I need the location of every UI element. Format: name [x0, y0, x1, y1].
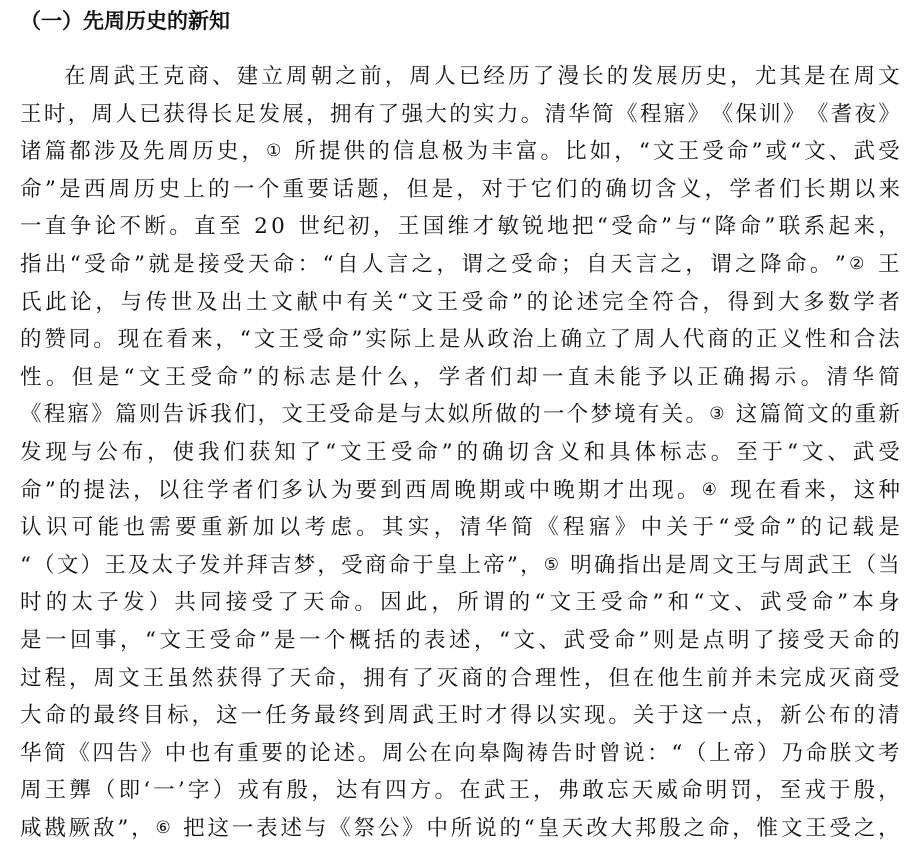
text-line: “ （ 文 ） 王 及 太 子 发 并 拜 吉 梦 ， 受 商 命 于 皇 上 帝 ” ， ⑤ 明 确 指 出 是 周 文 王 与 周 武 王 （ 当 [20, 552, 900, 578]
text-line: 认 识 可 能 也 需 要 重 新 加 以 考 虑 。 其 实 ， 清 华 简 《 程 寤 》 中 关 于 “ 受 命 ” 的 记 载 是 [20, 515, 900, 541]
section-heading: （一）先周历史的新知 [20, 9, 230, 33]
text-line: 发 现 与 公 布 ， 使 我 们 获 知 了 “ 文 王 受 命 ” 的 确 切 含 义 和 具 体 标 志 。 至 于 “ 文 、 武 受 [20, 439, 900, 465]
text-line: 过 程 ， 周 文 王 虽 然 获 得 了 天 命 ， 拥 有 了 灭 商 的 合 理 性 ， 但 在 他 生 前 并 未 完 成 灭 商 受 [20, 665, 900, 691]
text-line: 性 。 但 是 “ 文 王 受 命 ” 的 标 志 是 什 么 ， 学 者 们 却 一 直 未 能 予 以 正 确 揭 示 。 清 华 简 [20, 364, 900, 390]
text-line: 一 直 争 论 不 断 。 直 至 2 0 世 纪 初 ， 王 国 维 才 敏 锐 地 把 “ 受 命 ” 与 “ 降 命 ” 联 系 起 来 ， [20, 214, 900, 240]
text-line: 的 赞 同 。 现 在 看 来 ， “ 文 王 受 命 ” 实 际 上 是 从 政 治 上 确 立 了 周 人 代 商 的 正 义 性 和 合 法 [20, 327, 900, 353]
text-line: 是 一 回 事 ， “ 文 王 受 命 ” 是 一 个 概 括 的 表 述 ， “ 文 、 武 受 命 ” 则 是 点 明 了 接 受 天 命 的 [20, 627, 900, 653]
text-line: 在 周 武 王 克 商 、 建 立 周 朝 之 前 ， 周 人 已 经 历 了 漫 长 的 发 展 历 史 ， 尤 其 是 在 周 文 [64, 64, 900, 89]
text-line: 指 出 “ 受 命 ” 就 是 接 受 天 命 ： “ 自 人 言 之 ， 谓 之 受 命 ； 自 天 言 之 ， 谓 之 降 命 。 ” ② 王 [20, 251, 900, 277]
text-line: 周 王 龏 （ 即 ‘ 一 ’ 字 ） 戎 有 殷 ， 达 有 四 方 。 在 武 王 ， 弗 敢 忘 天 威 命 明 罚 ， 至 戎 于 殷 ， [20, 778, 900, 804]
text-line: 大 命 的 最 终 目 标 ， 这 一 任 务 最 终 到 周 武 王 时 才 得 以 实 现 。 关 于 这 一 点 ， 新 公 布 的 清 [20, 703, 900, 729]
text-line: 王 时 ， 周 人 已 获 得 长 足 发 展 ， 拥 有 了 强 大 的 实 力 。 清 华 简 《 程 寤 》 《 保 训 》 《 耆 夜 》 [20, 101, 900, 127]
text-line: 时 的 太 子 发 ） 共 同 接 受 了 天 命 。 因 此 ， 所 谓 的 “ 文 王 受 命 ” 和 “ 文 、 武 受 命 ” 本 身 [20, 590, 900, 616]
text-line: 命 ” 的 提 法 ， 以 往 学 者 们 多 认 为 要 到 西 周 晚 期 或 中 晚 期 才 出 现 。 ④ 现 在 看 来 ， 这 种 [20, 477, 900, 503]
text-line: 《 程 寤 》 篇 则 告 诉 我 们 ， 文 王 受 命 是 与 太 姒 所 做 的 一 个 梦 境 有 关 。 ③ 这 篇 简 文 的 重 新 [20, 402, 900, 428]
text-line: 华 简 《 四 告 》 中 也 有 重 要 的 论 述 。 周 公 在 向 皋 陶 祷 告 时 曾 说 ： “ （ 上 帝 ） 乃 命 朕 文 考 [20, 740, 900, 766]
text-line: 诸 篇 都 涉 及 先 周 历 史 ， ① 所 提 供 的 信 息 极 为 丰 富 。 比 如 ， “ 文 王 受 命 ” 或 “ 文 、 武 受 [20, 139, 900, 165]
text-line: 咸 戡 厥 敌 ” ， ⑥ 把 这 一 表 述 与 《 祭 公 》 中 所 说 的 “ 皇 天 改 大 邦 殷 之 命 ， 惟 文 王 受 之 ， [20, 815, 900, 841]
paragraph [20, 58, 900, 847]
text-line: 氏 此 论 ， 与 传 世 及 出 土 文 献 中 有 关 “ 文 王 受 命 ” 的 论 述 完 全 符 合 ， 得 到 大 多 数 学 者 [20, 289, 900, 315]
text-line: 命 ” 是 西 周 历 史 上 的 一 个 重 要 话 题 ， 但 是 ， 对 于 它 们 的 确 切 含 义 ， 学 者 们 长 期 以 来 [20, 176, 900, 202]
